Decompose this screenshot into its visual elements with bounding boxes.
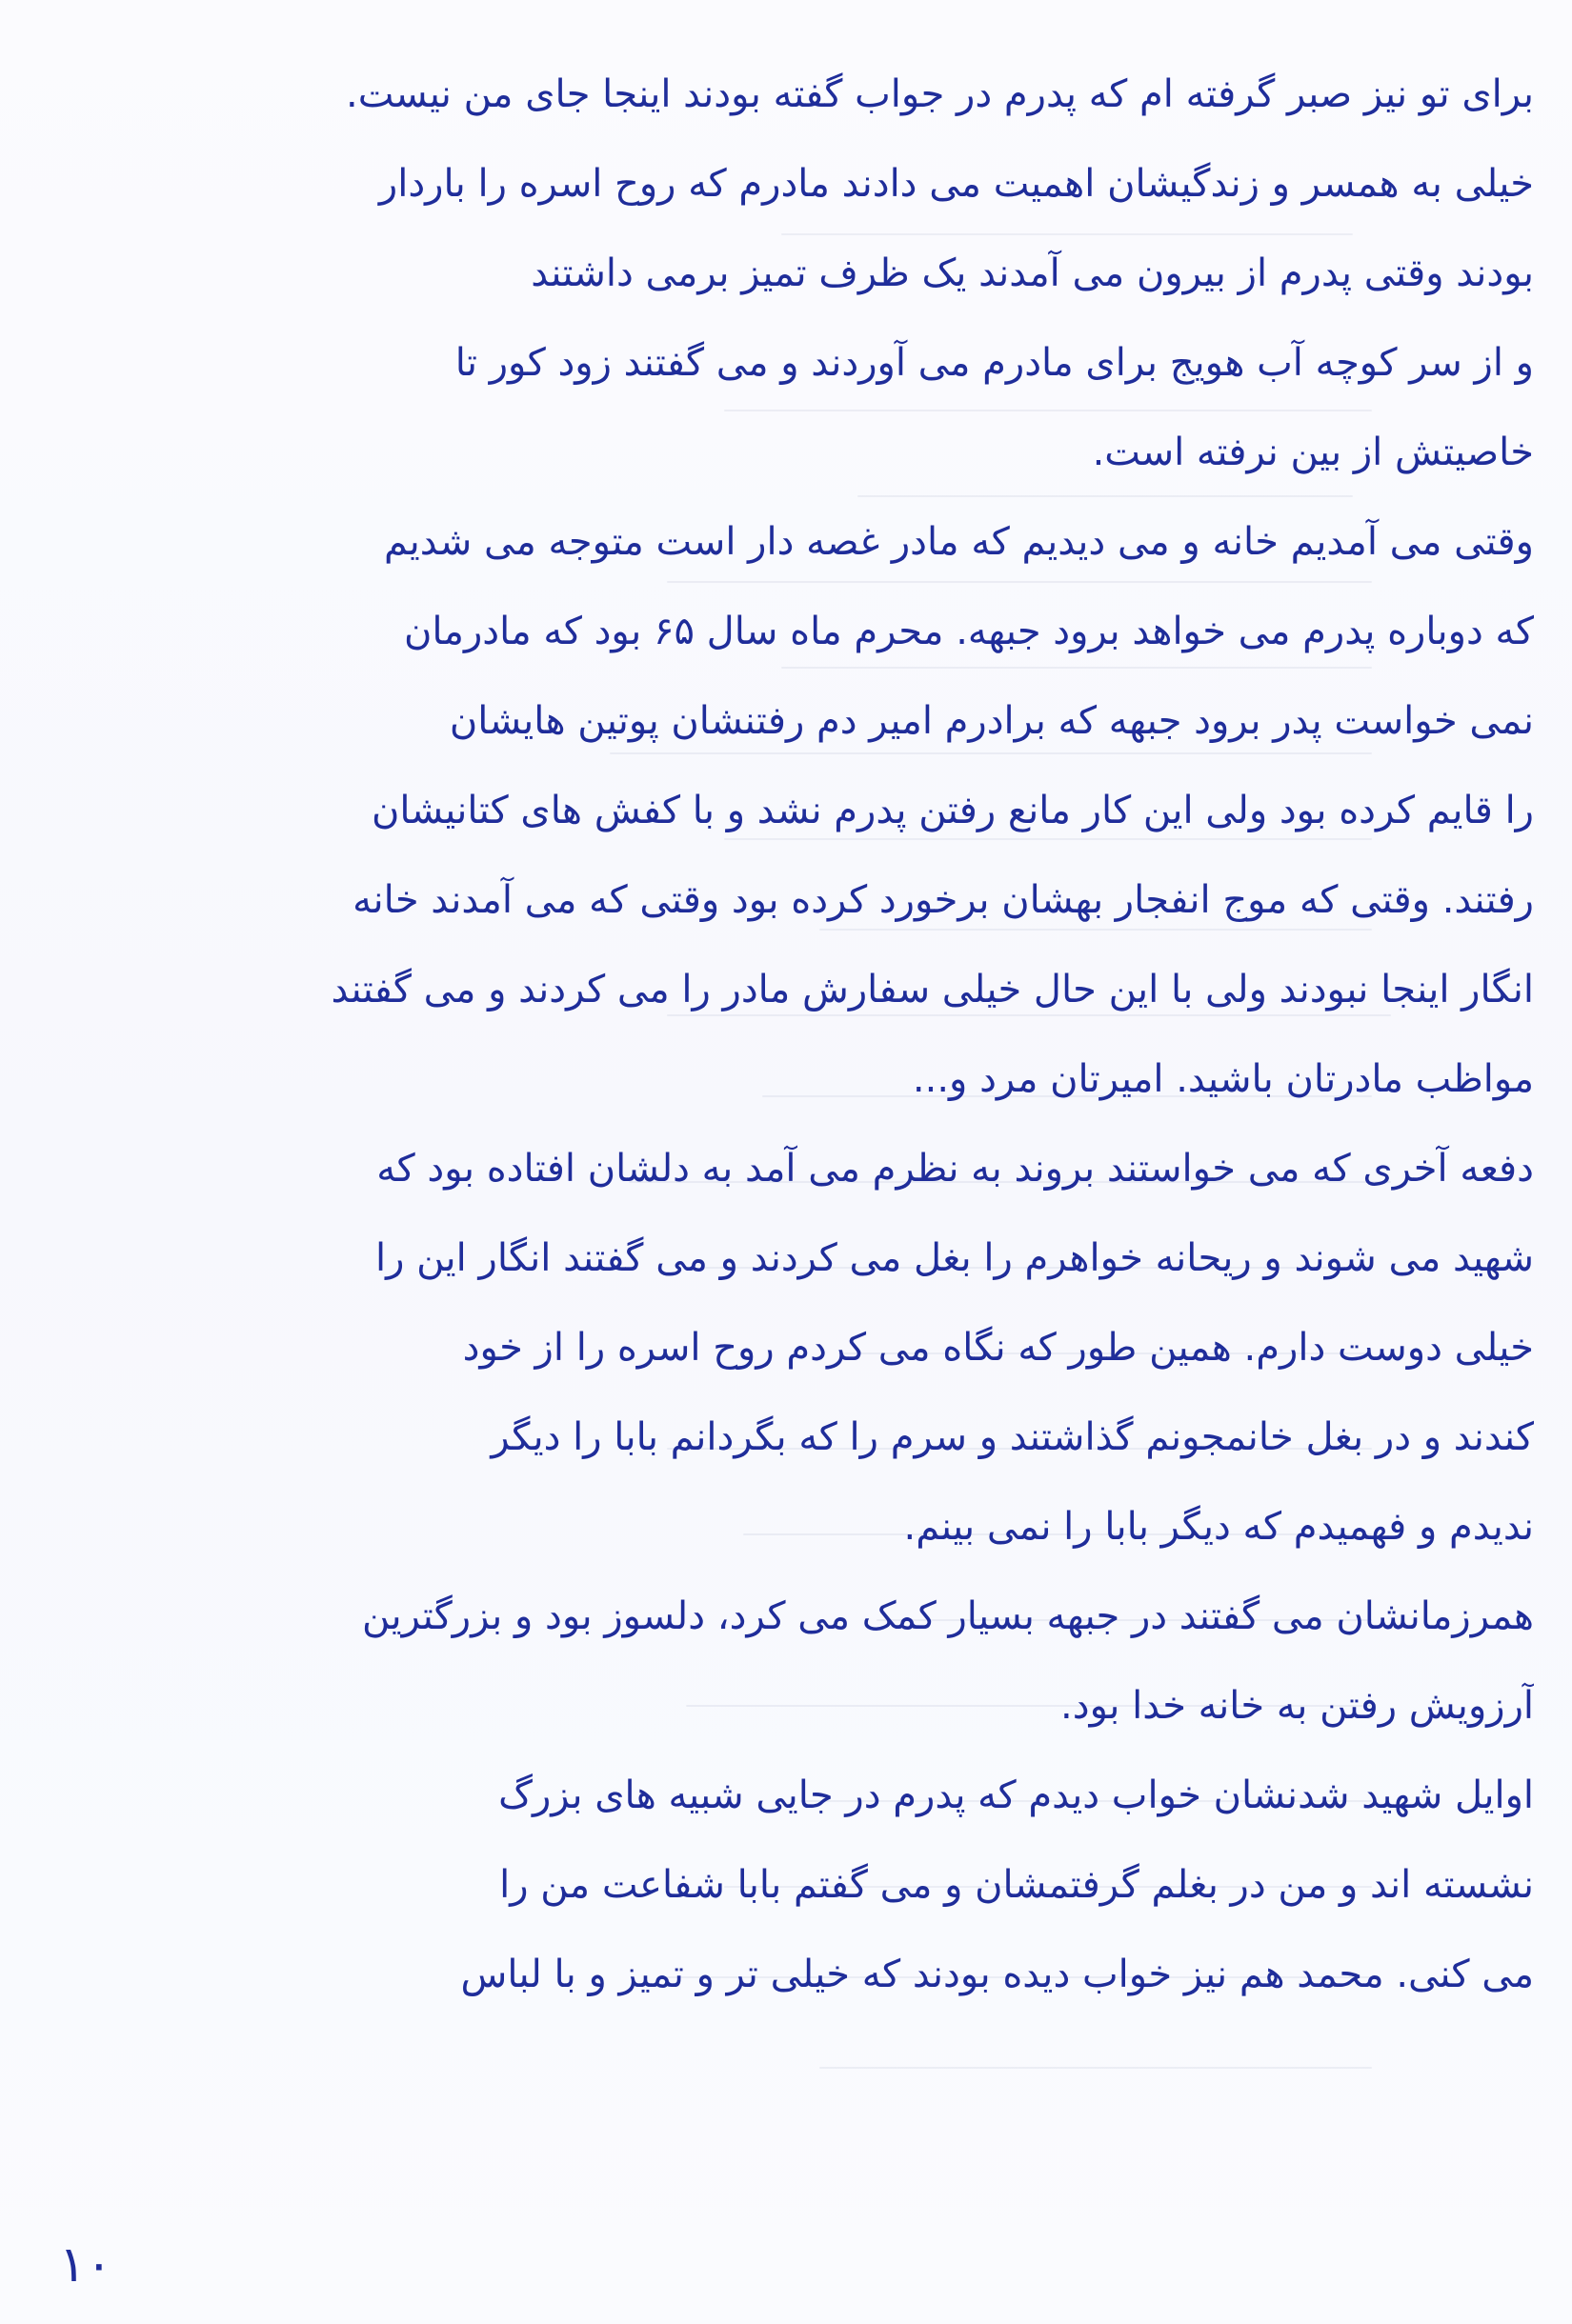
text-line: می کنی. محمد هم نیز خواب دیده بودند که خیلی تر و تمیز و با لباس: [460, 1953, 1534, 1996]
text-line: مواظب مادرتان باشید. امیرتان مرد و...: [912, 1057, 1534, 1101]
text-line: را قایم کرده بود ولی این کار مانع رفتن پدرم نشد و با کفش های کتانیشان: [371, 789, 1534, 832]
text-line: رفتند. وقتی که موج انفجار بهشان برخورد کرده بود وقتی که می آمدند خانه: [353, 878, 1534, 922]
text-line: نمی خواست پدر برود جبهه که برادرم امیر دم رفتنشان پوتین هایشان: [449, 699, 1534, 743]
text-line: خیلی به همسر و زندگیشان اهمیت می دادند مادرم که روح اسره را باردار: [378, 162, 1534, 206]
text-line: کندند و در بغل خانمجونم گذاشتند و سرم را که بگردانم بابا را دیگر: [491, 1415, 1534, 1459]
text-line: برای تو نیز صبر گرفته ام که پدرم در جواب گفته بودند اینجا جای من نیست.: [346, 72, 1534, 116]
text-line: وقتی می آمدیم خانه و می دیدیم که مادر غصه دار است متوجه می شدیم: [384, 520, 1534, 564]
page-number: ۱۰: [59, 2236, 112, 2294]
text-line: نشسته اند و من در بغلم گرفتمشان و می گفتم بابا شفاعت من را: [499, 1863, 1534, 1907]
text-line: خاصیتش از بین نرفته است.: [1092, 431, 1534, 474]
handwritten-text: [38, 50, 1534, 2019]
text-line: شهید می شوند و ریحانه خواهرم را بغل می کردند و می گفتند انگار این را: [374, 1236, 1534, 1280]
text-line: همرزمانشان می گفتند در جبهه بسیار کمک می کرد، دلسوز بود و بزرگترین: [362, 1594, 1534, 1638]
text-line: خیلی دوست دارم. همین طور که نگاه می کردم روح اسره را از خود: [462, 1326, 1534, 1370]
text-line: آرزویش رفتن به خانه خدا بود.: [1060, 1684, 1534, 1728]
text-line: اوایل شهید شدنشان خواب دیدم که پدرم در جایی شبیه های بزرگ: [498, 1773, 1534, 1817]
text-line: ندیدم و فهمیدم که دیگر بابا را نمی بینم.: [903, 1505, 1534, 1549]
text-line: انگار اینجا نبودند ولی با این حال خیلی سفارش مادر را می کردند و می گفتند: [331, 968, 1534, 1012]
text-line: که دوباره پدرم می خواهد برود جبهه. محرم ماه سال ۶۵ بود که مادرمان: [403, 610, 1534, 653]
text-line: بودند وقتی پدرم از بیرون می آمدند یک ظرف تمیز برمی داشتند: [531, 251, 1534, 295]
text-line: دفعه آخری که می خواستند بروند به نظرم می آمد به دلشان افتاده بود که: [376, 1147, 1534, 1191]
text-line: و از سر کوچه آب هویج برای مادرم می آوردند و می گفتند زود کور تا: [454, 341, 1534, 385]
